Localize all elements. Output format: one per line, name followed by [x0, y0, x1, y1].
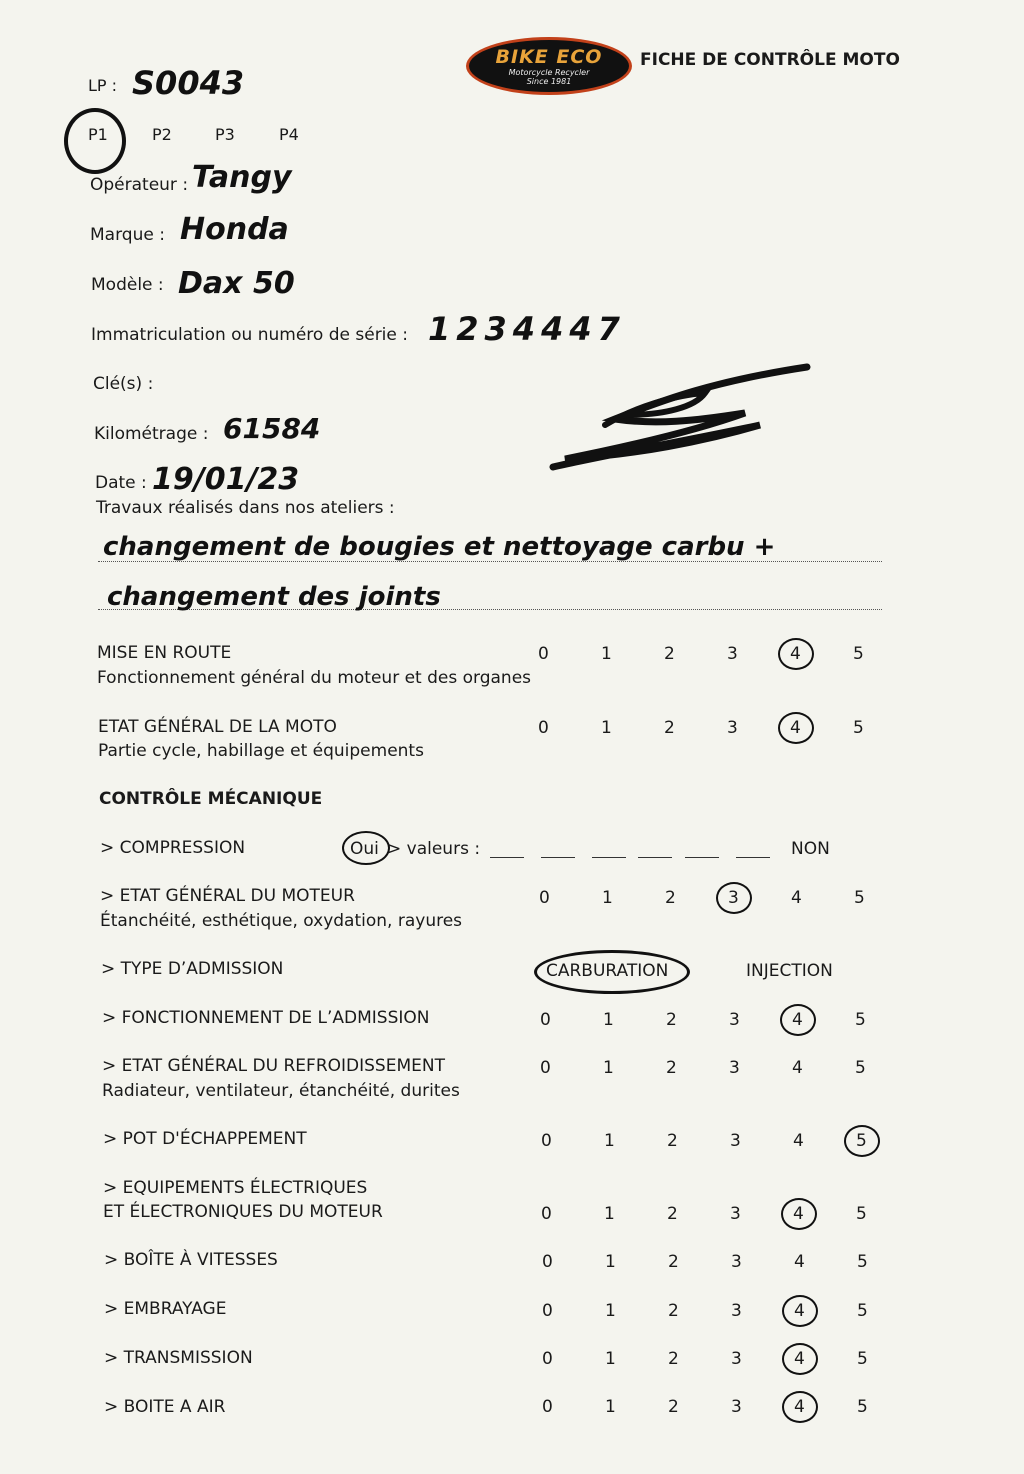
priority-p3[interactable]: P3	[215, 125, 235, 144]
registration-label: Immatriculation ou numéro de série :	[91, 325, 408, 345]
compression-oui[interactable]: Oui	[350, 839, 379, 859]
echappement-option-4[interactable]: 4	[793, 1131, 804, 1151]
bike-eco-logo	[466, 37, 632, 95]
compression-values-label: > valeurs :	[387, 839, 481, 859]
date-value: 19/01/23	[152, 462, 300, 497]
mise-en-route-option-4[interactable]: 4	[790, 644, 801, 664]
compression-value-5[interactable]	[685, 857, 719, 858]
compression-value-1[interactable]	[490, 857, 524, 858]
moteur-subtitle: Étanchéité, esthétique, oxydation, rayures	[100, 911, 463, 931]
embrayage-option-5[interactable]: 5	[857, 1301, 868, 1321]
boite-vitesses-option-3[interactable]: 3	[731, 1252, 742, 1272]
transmission-selected-circle	[782, 1343, 818, 1375]
echappement-option-3[interactable]: 3	[730, 1131, 741, 1151]
transmission-option-1[interactable]: 1	[605, 1349, 616, 1369]
admission-option-1[interactable]: 1	[603, 1010, 614, 1030]
moteur-selected-circle	[716, 882, 752, 914]
compression-value-3[interactable]	[592, 857, 626, 858]
works-label: Travaux réalisés dans nos ateliers :	[96, 498, 395, 518]
priority-selected-circle	[64, 108, 126, 174]
transmission-option-0[interactable]: 0	[542, 1349, 553, 1369]
mise-en-route-option-2[interactable]: 2	[664, 644, 675, 664]
echappement-option-5[interactable]: 5	[856, 1131, 867, 1151]
etat-general-title: ETAT GÉNÉRAL DE LA MOTO	[98, 717, 337, 737]
etat-general-option-2[interactable]: 2	[664, 718, 675, 738]
electrique-selected-circle	[781, 1198, 817, 1230]
embrayage-option-3[interactable]: 3	[731, 1301, 742, 1321]
echappement-option-1[interactable]: 1	[604, 1131, 615, 1151]
embrayage-option-1[interactable]: 1	[605, 1301, 616, 1321]
operator-value: Tangy	[192, 160, 292, 195]
mechanical-title: CONTRÔLE MÉCANIQUE	[99, 789, 323, 809]
admission-carburation[interactable]: CARBURATION	[546, 961, 669, 981]
boite-air-option-2[interactable]: 2	[668, 1397, 679, 1417]
boite-air-option-1[interactable]: 1	[605, 1397, 616, 1417]
mise-en-route-option-1[interactable]: 1	[601, 644, 612, 664]
moteur-label: > ETAT GÉNÉRAL DU MOTEUR	[100, 886, 355, 906]
boite-vitesses-option-2[interactable]: 2	[668, 1252, 679, 1272]
echappement-option-0[interactable]: 0	[541, 1131, 552, 1151]
echappement-option-2[interactable]: 2	[667, 1131, 678, 1151]
boite-vitesses-option-1[interactable]: 1	[605, 1252, 616, 1272]
admission-option-4[interactable]: 4	[792, 1010, 803, 1030]
etat-general-subtitle: Partie cycle, habillage et équipements	[98, 741, 424, 761]
compression-oui-circle	[342, 831, 390, 865]
etat-general-option-3[interactable]: 3	[727, 718, 738, 738]
refroidissement-option-5[interactable]: 5	[855, 1058, 866, 1078]
mileage-value: 61584	[223, 412, 321, 445]
date-label: Date :	[95, 473, 147, 493]
compression-label: > COMPRESSION	[100, 838, 246, 858]
lp-label: LP :	[88, 76, 118, 95]
mise-en-route-option-0[interactable]: 0	[538, 644, 549, 664]
brand-value: Honda	[180, 212, 289, 247]
brand-label: Marque :	[90, 225, 165, 245]
refroidissement-option-3[interactable]: 3	[729, 1058, 740, 1078]
model-label: Modèle :	[91, 275, 164, 295]
logo-tagline: Motorcycle Recycler	[508, 68, 590, 77]
moteur-option-5[interactable]: 5	[854, 888, 865, 908]
admission-injection[interactable]: INJECTION	[746, 961, 833, 981]
electrique-label: > EQUIPEMENTS ÉLECTRIQUES	[103, 1178, 368, 1198]
etat-general-option-1[interactable]: 1	[601, 718, 612, 738]
boite-air-label: > BOITE A AIR	[104, 1397, 226, 1417]
etat-general-selected-circle	[778, 712, 814, 744]
admission-label: > FONCTIONNEMENT DE L’ADMISSION	[102, 1008, 430, 1028]
compression-value-4[interactable]	[638, 857, 672, 858]
mise-en-route-title: MISE EN ROUTE	[97, 643, 232, 663]
admission-type-label: > TYPE D’ADMISSION	[101, 959, 284, 979]
refroidissement-option-0[interactable]: 0	[540, 1058, 551, 1078]
electrique-option-1[interactable]: 1	[604, 1204, 615, 1224]
compression-value-6[interactable]	[736, 857, 770, 858]
moteur-option-3[interactable]: 3	[728, 888, 739, 908]
refroidissement-subtitle: Radiateur, ventilateur, étanchéité, durites	[102, 1081, 460, 1101]
mise-en-route-selected-circle	[778, 638, 814, 670]
lp-value: S0043	[132, 64, 245, 102]
document-title: FICHE DE CONTRÔLE MOTO	[640, 50, 900, 70]
logo-since: Since 1981	[526, 77, 572, 86]
boite-air-option-0[interactable]: 0	[542, 1397, 553, 1417]
compression-value-2[interactable]	[541, 857, 575, 858]
transmission-option-3[interactable]: 3	[731, 1349, 742, 1369]
moteur-option-1[interactable]: 1	[602, 888, 613, 908]
embrayage-option-4[interactable]: 4	[794, 1301, 805, 1321]
carburation-circle	[534, 950, 690, 994]
refroidissement-option-1[interactable]: 1	[603, 1058, 614, 1078]
boite-vitesses-label: > BOÎTE À VITESSES	[104, 1250, 278, 1270]
refroidissement-option-4[interactable]: 4	[792, 1058, 803, 1078]
transmission-option-2[interactable]: 2	[668, 1349, 679, 1369]
transmission-option-5[interactable]: 5	[857, 1349, 868, 1369]
electrique-option-4[interactable]: 4	[793, 1204, 804, 1224]
etat-general-option-0[interactable]: 0	[538, 718, 549, 738]
moteur-option-0[interactable]: 0	[539, 888, 550, 908]
boite-air-option-3[interactable]: 3	[731, 1397, 742, 1417]
operator-label: Opérateur :	[90, 175, 189, 195]
echappement-selected-circle	[844, 1125, 880, 1157]
echappement-label: > POT D'ÉCHAPPEMENT	[103, 1129, 307, 1149]
etat-general-option-4[interactable]: 4	[790, 718, 801, 738]
refroidissement-option-2[interactable]: 2	[666, 1058, 677, 1078]
electrique-option-5[interactable]: 5	[856, 1204, 867, 1224]
electrique-option-2[interactable]: 2	[667, 1204, 678, 1224]
mise-en-route-option-3[interactable]: 3	[727, 644, 738, 664]
transmission-label: > TRANSMISSION	[104, 1348, 253, 1368]
admission-option-3[interactable]: 3	[729, 1010, 740, 1030]
boite-vitesses-option-4[interactable]: 4	[794, 1252, 805, 1272]
admission-option-2[interactable]: 2	[666, 1010, 677, 1030]
priority-p1[interactable]: P1	[88, 125, 108, 144]
embrayage-selected-circle	[782, 1295, 818, 1327]
model-value: Dax 50	[178, 266, 295, 301]
boite-air-selected-circle	[782, 1391, 818, 1423]
embrayage-option-0[interactable]: 0	[542, 1301, 553, 1321]
registration-value: 1234447	[428, 310, 626, 348]
transmission-option-4[interactable]: 4	[794, 1349, 805, 1369]
logo-name: BIKE ECO	[495, 46, 603, 68]
mileage-label: Kilométrage :	[94, 424, 209, 444]
admission-selected-circle	[780, 1004, 816, 1036]
mise-en-route-subtitle: Fonctionnement général du moteur et des organes	[97, 668, 532, 688]
priority-p4[interactable]: P4	[279, 125, 299, 144]
priority-p2[interactable]: P2	[152, 125, 172, 144]
boite-vitesses-option-0[interactable]: 0	[542, 1252, 553, 1272]
electrique-option-3[interactable]: 3	[730, 1204, 741, 1224]
compression-non[interactable]: NON	[791, 839, 830, 859]
keys-label: Clé(s) :	[93, 374, 154, 394]
embrayage-option-2[interactable]: 2	[668, 1301, 679, 1321]
moteur-option-4[interactable]: 4	[791, 888, 802, 908]
boite-vitesses-option-5[interactable]: 5	[857, 1252, 868, 1272]
moteur-option-2[interactable]: 2	[665, 888, 676, 908]
boite-air-option-4[interactable]: 4	[794, 1397, 805, 1417]
signature	[545, 355, 815, 485]
works-text-1: changement de bougies et nettoyage carbu +	[103, 532, 776, 562]
admission-option-0[interactable]: 0	[540, 1010, 551, 1030]
etat-general-option-5[interactable]: 5	[853, 718, 864, 738]
embrayage-label: > EMBRAYAGE	[104, 1299, 227, 1319]
works-text-2: changement des joints	[107, 582, 441, 612]
electrique-option-0[interactable]: 0	[541, 1204, 552, 1224]
mise-en-route-option-5[interactable]: 5	[853, 644, 864, 664]
admission-option-5[interactable]: 5	[855, 1010, 866, 1030]
boite-air-option-5[interactable]: 5	[857, 1397, 868, 1417]
electrique-label-2: ET ÉLECTRONIQUES DU MOTEUR	[103, 1202, 383, 1222]
refroidissement-label: > ETAT GÉNÉRAL DU REFROIDISSEMENT	[102, 1056, 445, 1076]
